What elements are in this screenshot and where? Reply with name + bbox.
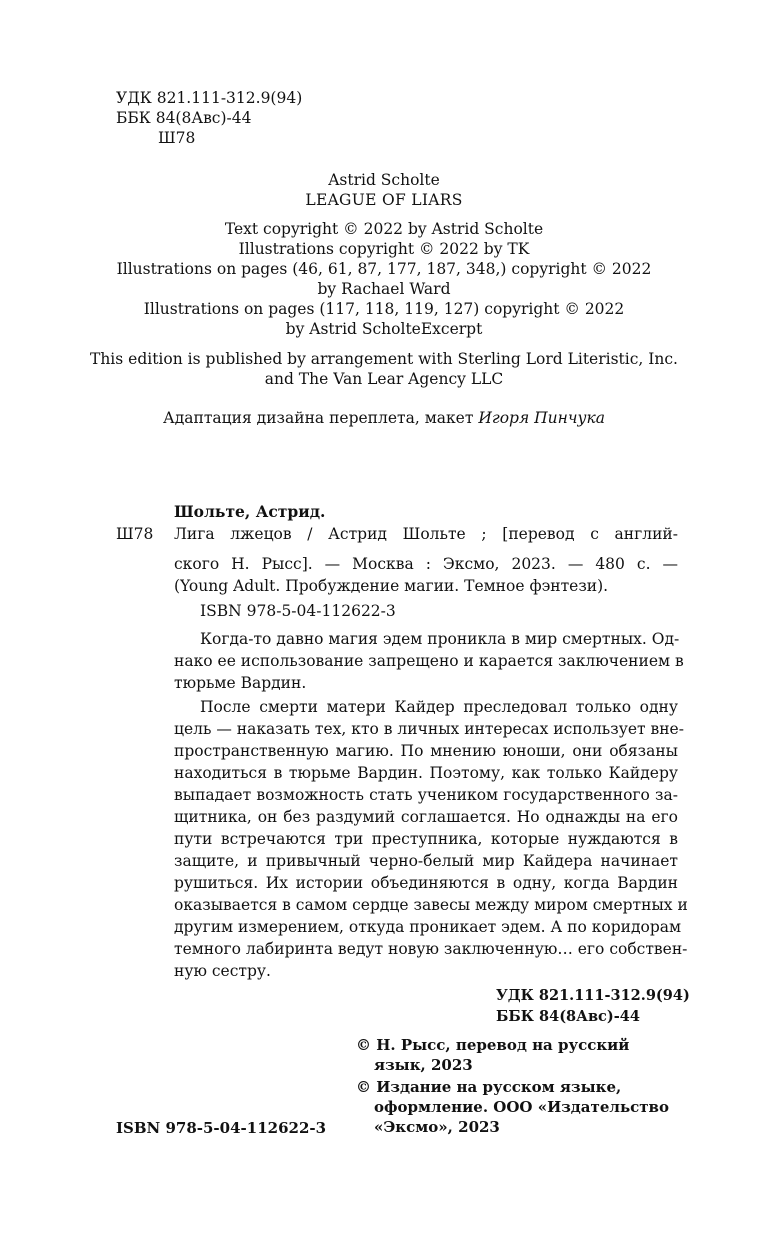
copyright-line: by Rachael Ward xyxy=(317,280,451,298)
original-title: LEAGUE OF LIARS xyxy=(305,191,463,209)
catalog-description-line: ского Н. Рысс]. — Москва : Эксмо, 2023. — 480 с. — xyxy=(174,555,678,573)
catalog-description-line: (Young Adult. Пробуждение магии. Темное фэнтези). xyxy=(174,577,609,595)
author-sign-code: Ш78 xyxy=(158,129,196,147)
edition-copyright-cont: оформление. ООО «Издательство xyxy=(374,1098,669,1116)
copyright-line: Illustrations on pages (117, 118, 119, 127) copyright © 2022 xyxy=(143,300,625,318)
annotation-line: рушиться. Их истории объединяются в одну, когда Вардин xyxy=(174,874,678,892)
udk-code: УДК 821.111-312.9(94) xyxy=(116,89,303,107)
annotation-line: цель — наказать тех, кто в личных интересах использует вне- xyxy=(174,720,684,738)
design-credit-prefix: Адаптация дизайна переплета, макет xyxy=(163,409,479,427)
annotation-line: защите, и привычный черно-белый мир Кайдера начинает xyxy=(174,852,678,870)
bbk-code: ББК 84(8Авс)-44 xyxy=(116,109,252,127)
annotation-line: другим измерением, откуда проникает эдем. А по коридорам xyxy=(174,918,682,936)
annotation-line: пути встречаются три преступника, которые нуждаются в xyxy=(174,830,678,848)
edition-copyright: © Издание на русском языке, xyxy=(356,1078,622,1096)
annotation-line: выпадает возможность стать учеником государственного за- xyxy=(174,786,678,804)
annotation-line: находиться в тюрьме Вардин. Поэтому, как только Кайдеру xyxy=(174,764,678,782)
annotation-line: оказывается в самом сердце завесы между миром смертных и xyxy=(174,896,688,914)
annotation-line: После смерти матери Кайдер преследовал только одну xyxy=(200,698,678,716)
copyright-line: Text copyright © 2022 by Astrid Scholte xyxy=(224,220,544,238)
catalog-isbn: ISBN 978-5-04-112622-3 xyxy=(200,602,396,620)
original-author: Astrid Scholte xyxy=(328,171,440,189)
translation-copyright-cont: язык, 2023 xyxy=(374,1056,473,1074)
annotation-line: щитника, он без раздумий соглашается. Но однажды на его xyxy=(174,808,678,826)
annotation-line: ную сестру. xyxy=(174,962,271,980)
copyright-line: Illustrations copyright © 2022 by TK xyxy=(238,240,530,258)
design-credit xyxy=(0,408,768,428)
bottom-isbn: ISBN 978-5-04-112622-3 xyxy=(116,1119,327,1137)
annotation-line: темного лабиринта ведут новую заключенную… его собствен- xyxy=(174,940,688,958)
translation-copyright: © Н. Рысс, перевод на русский xyxy=(356,1036,630,1054)
copyright-line: by Astrid ScholteExcerpt xyxy=(285,320,483,338)
arrangement-line: and The Van Lear Agency LLC xyxy=(264,370,504,388)
edition-copyright-cont: «Эксмо», 2023 xyxy=(374,1118,500,1136)
annotation-line: тюрьме Вардин. xyxy=(174,674,307,692)
annotation-line: нако ее использование запрещено и карается заключением в xyxy=(174,652,684,670)
bottom-udk-code: УДК 821.111-312.9(94) xyxy=(496,987,690,1004)
bottom-bbk-code: ББК 84(8Авс)-44 xyxy=(496,1008,640,1025)
annotation-line: пространственную магию. По мнению юноши, они обязаны xyxy=(174,742,678,760)
copyright-line: Illustrations on pages (46, 61, 87, 177, 187, 348,) copyright © 2022 xyxy=(116,260,652,278)
catalog-heading: Шольте, Астрид. xyxy=(174,502,326,521)
catalog-code: Ш78 xyxy=(116,525,154,543)
catalog-description-line: Лига лжецов / Астрид Шольте ; [перевод с англий- xyxy=(174,525,678,543)
annotation-line: Когда-то давно магия эдем проникла в мир смертных. Од- xyxy=(200,630,680,648)
designer-name: Игоря Пинчука xyxy=(478,409,605,427)
arrangement-line: This edition is published by arrangement with Sterling Lord Literistic, Inc. xyxy=(89,350,678,368)
